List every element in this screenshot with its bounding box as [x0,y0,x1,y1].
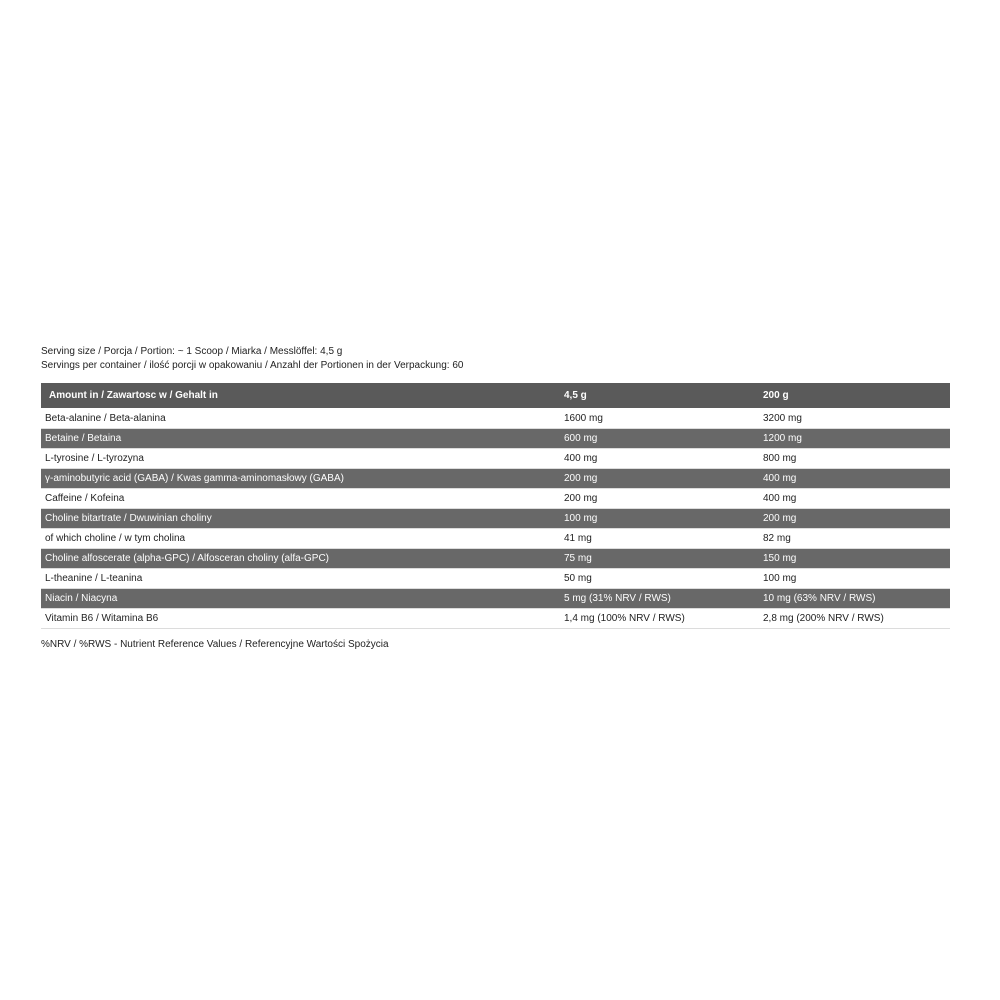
table-row [41,469,950,489]
per-serving-cell: 50 mg [560,569,759,589]
table-row [41,409,950,429]
per-200g-cell: 3200 mg [759,409,950,429]
table-row [41,589,950,609]
header-per-serving: 4,5 g [560,383,759,409]
ingredient-name-cell: Niacin / Niacyna [41,589,560,609]
table-row [41,609,950,629]
table-body [41,409,950,629]
table-row [41,569,950,589]
header-amount-in: Amount in / Zawartosc w / Gehalt in [41,383,560,409]
per-200g-cell: 100 mg [759,569,950,589]
ingredient-name-cell: Caffeine / Kofeina [41,489,560,509]
per-200g-cell: 2,8 mg (200% NRV / RWS) [759,609,950,629]
per-serving-cell: 200 mg [560,489,759,509]
table-row [41,489,950,509]
per-200g-cell: 400 mg [759,469,950,489]
ingredient-name-cell: Betaine / Betaina [41,429,560,449]
nutrition-table [41,383,950,629]
per-200g-cell: 82 mg [759,529,950,549]
table-row [41,509,950,529]
per-200g-cell: 150 mg [759,549,950,569]
table-row [41,429,950,449]
ingredient-name-cell: L-theanine / L-teanina [41,569,560,589]
ingredient-name-cell: Beta-alanine / Beta-alanina [41,409,560,429]
table-row [41,549,950,569]
serving-info [41,345,463,373]
ingredient-name-cell: Choline alfoscerate (alpha-GPC) / Alfosceran choliny (alfa-GPC) [41,549,560,569]
table-row [41,449,950,469]
table-row [41,529,950,549]
per-serving-cell: 1,4 mg (100% NRV / RWS) [560,609,759,629]
ingredient-name-cell: Vitamin B6 / Witamina B6 [41,609,560,629]
per-serving-cell: 1600 mg [560,409,759,429]
per-200g-cell: 400 mg [759,489,950,509]
ingredient-name-cell: of which choline / w tym cholina [41,529,560,549]
ingredient-name-cell: L-tyrosine / L-tyrozyna [41,449,560,469]
table-header-row [41,383,950,409]
per-serving-cell: 100 mg [560,509,759,529]
per-serving-cell: 41 mg [560,529,759,549]
per-serving-cell: 200 mg [560,469,759,489]
per-200g-cell: 200 mg [759,509,950,529]
per-200g-cell: 800 mg [759,449,950,469]
per-serving-cell: 400 mg [560,449,759,469]
per-serving-cell: 600 mg [560,429,759,449]
nrv-footnote: %NRV / %RWS - Nutrient Reference Values / Referencyjne Wartości Spożycia [41,639,389,650]
per-200g-cell: 10 mg (63% NRV / RWS) [759,589,950,609]
header-per-200g: 200 g [759,383,950,409]
ingredient-name-cell: Choline bitartrate / Dwuwinian choliny [41,509,560,529]
per-serving-cell: 75 mg [560,549,759,569]
per-serving-cell: 5 mg (31% NRV / RWS) [560,589,759,609]
servings-per-container-line: Servings per container / ilość porcji w opakowaniu / Anzahl der Portionen in der Verpackung: 60 [41,360,464,371]
ingredient-name-cell: γ-aminobutyric acid (GABA) / Kwas gamma-aminomasłowy (GABA) [41,469,560,489]
serving-size-line: Serving size / Porcja / Portion: ~ 1 Scoop / Miarka / Messlöffel: 4,5 g [41,346,343,357]
per-200g-cell: 1200 mg [759,429,950,449]
